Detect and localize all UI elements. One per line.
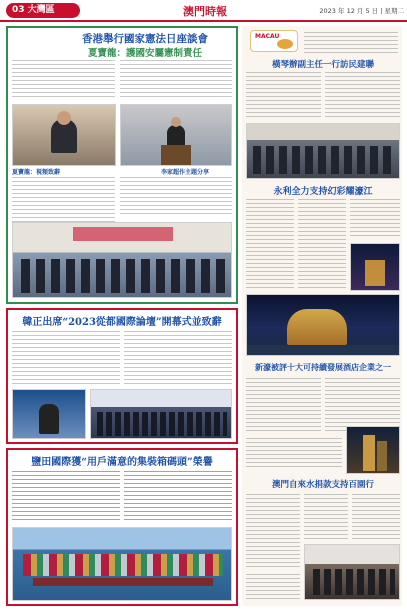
story-a-photo [246,123,400,179]
story2-photo-speaker [12,389,86,439]
story1-group-photo [12,222,232,298]
story2-body-a [12,331,120,385]
story2-group-photo [90,389,232,439]
story-d-body-d [246,574,300,600]
story-c-body-a [246,378,321,434]
story-d-title: 澳門自來水捐款支持百園行 [271,480,374,490]
story-c-title: 新濠被評十大可持續發展酒店企業之一 [255,362,391,372]
story-d-body-a [246,494,300,570]
story-b-body-b [298,199,346,291]
story-d-body-b [304,494,348,540]
story1-photo2-caption: 李家超作主題分享 [160,169,209,175]
story1-body-d [120,177,232,217]
story1-photo-podium [120,104,232,166]
story2-body-b [124,331,232,385]
masthead: 澳門時報 [183,5,227,18]
story-c-body-c [246,438,342,470]
page-number: 03 大灣區 [6,3,80,18]
story-c-photo [346,426,400,474]
story-d-photo [304,544,400,600]
story1-photo-caption: 夏寶龍：視頻致辭 [12,169,61,175]
macau-logo-text: MACAU [255,33,280,40]
story-a-title: 橫琴辦副主任一行訪民建聯 [271,60,374,70]
story1-body-c [120,60,232,100]
macau-logo [250,30,298,52]
story-b-photo-night [246,294,400,356]
story1-subtitle: 夏寶龍：護國安屬憲制責任 [87,48,202,57]
issue-date: 2023 年 12 月 5 日 | 星期二 [319,7,404,15]
story3-body-a [12,471,120,523]
story-b-title: 永利全力支持幻彩耀濠江 [273,187,373,196]
story1-body-a [12,60,115,100]
story-d-body-c [352,494,400,540]
story-b-photo-small [350,243,400,291]
story3-title: 鹽田國際獲“用戶滿意的集裝箱碼頭”榮譽 [31,457,213,467]
story-b-body-a [246,199,294,291]
story2-title: 韓正出席“2023從都國際論壇”開幕式並致辭 [22,317,222,327]
story-b-body-c [350,199,400,239]
story3-body-b [124,471,232,523]
story-a-body-b [325,72,400,120]
story-a-body-a [246,72,321,120]
story3-port-photo [12,527,232,601]
right-intro [304,32,398,54]
story1-title: 香港舉行國家憲法日座談會 [82,33,208,44]
story1-photo-speaker [12,104,116,166]
